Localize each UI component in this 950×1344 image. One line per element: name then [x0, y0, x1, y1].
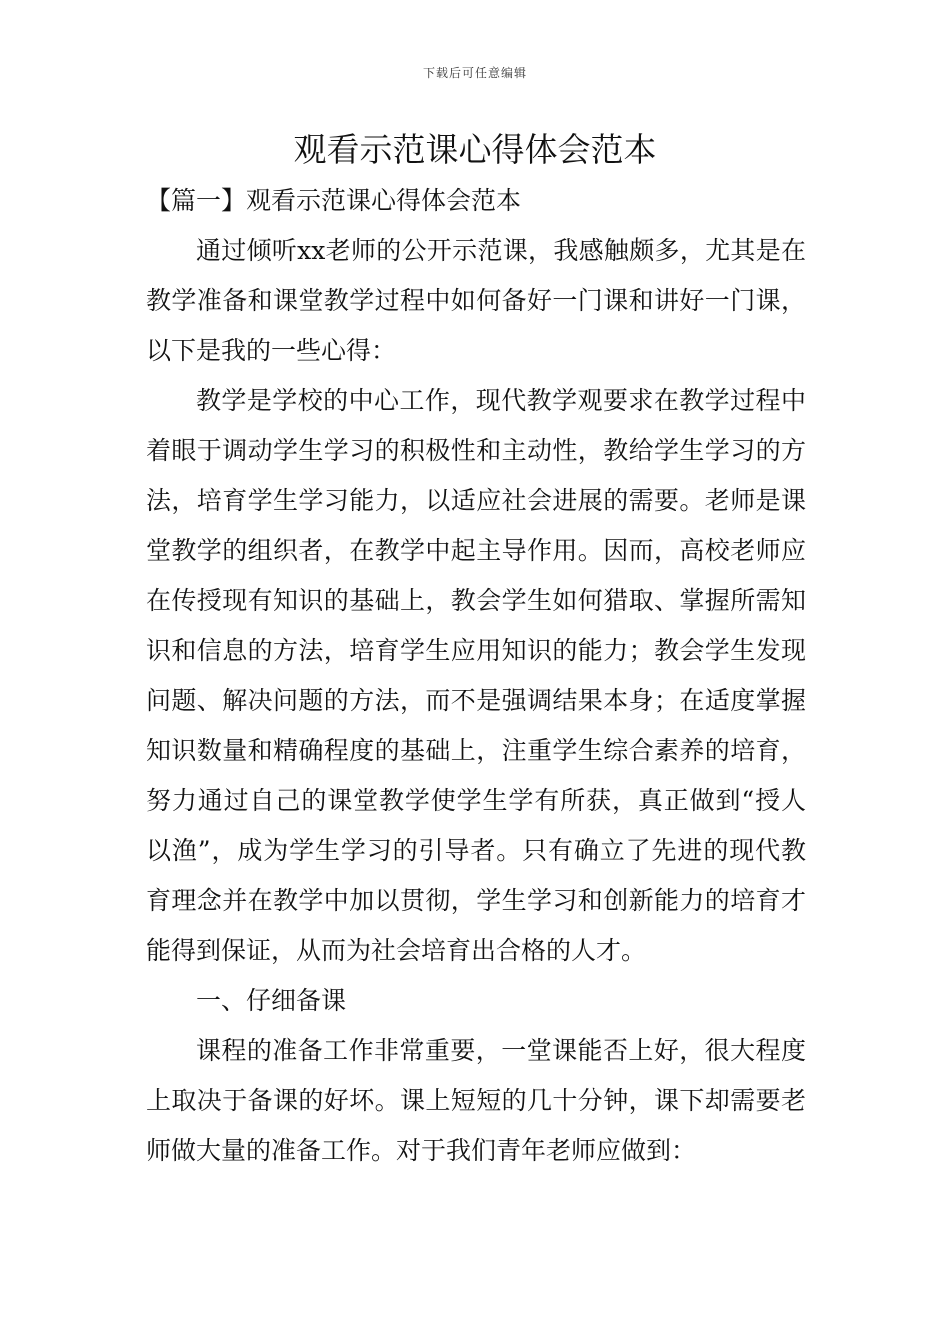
- section-heading: 【篇一】观看示范课心得体会范本: [146, 186, 522, 215]
- document-title: 观看示范课心得体会范本: [293, 130, 657, 169]
- paragraph-teaching-philosophy: 教学是学校的中心工作，现代教学观要求在教学过程中着眼于调动学生学习的积极性和主动性，教给学生学习的方法，培育学生学习能力，以适应社会进展的需要。老师是课堂教学的组织者，在教学中起主导作用。因而，高校老师应在传授现有知识的基础上，教会学生如何猎取、掌握所需知识和信息的方法，培育学生应用知识的能力；教会学生发现问题、解决问题的方法，而不是强调结果本身；在适度掌握知识数量和精确程度的基础上，注重学生综合素养的培育，努力通过自己的课堂教学使学生学有所获，真正做到“授人以渔”，成为学生学习的引导者。只有确立了先进的现代教育理念并在教学中加以贯彻，学生学习和创新能力的培育才能得到保证，从而为社会培育出合格的人才。: [146, 386, 806, 965]
- document-body: [146, 176, 806, 1176]
- paragraph-lesson-preparation: 课程的准备工作非常重要，一堂课能否上好，很大程度上取决于备课的好坏。课上短短的几十分钟，课下却需要老师做大量的准备工作。对于我们青年老师应做到：: [146, 1036, 806, 1165]
- header-note: 下载后可任意编辑: [422, 66, 527, 80]
- subheading-prepare-lessons: 一、仔细备课: [196, 986, 347, 1015]
- paragraph-intro: 通过倾听xx老师的公开示范课，我感触颇多，尤其是在教学准备和课堂教学过程中如何备好一门课和讲好一门课，以下是我的一些心得：: [146, 236, 806, 365]
